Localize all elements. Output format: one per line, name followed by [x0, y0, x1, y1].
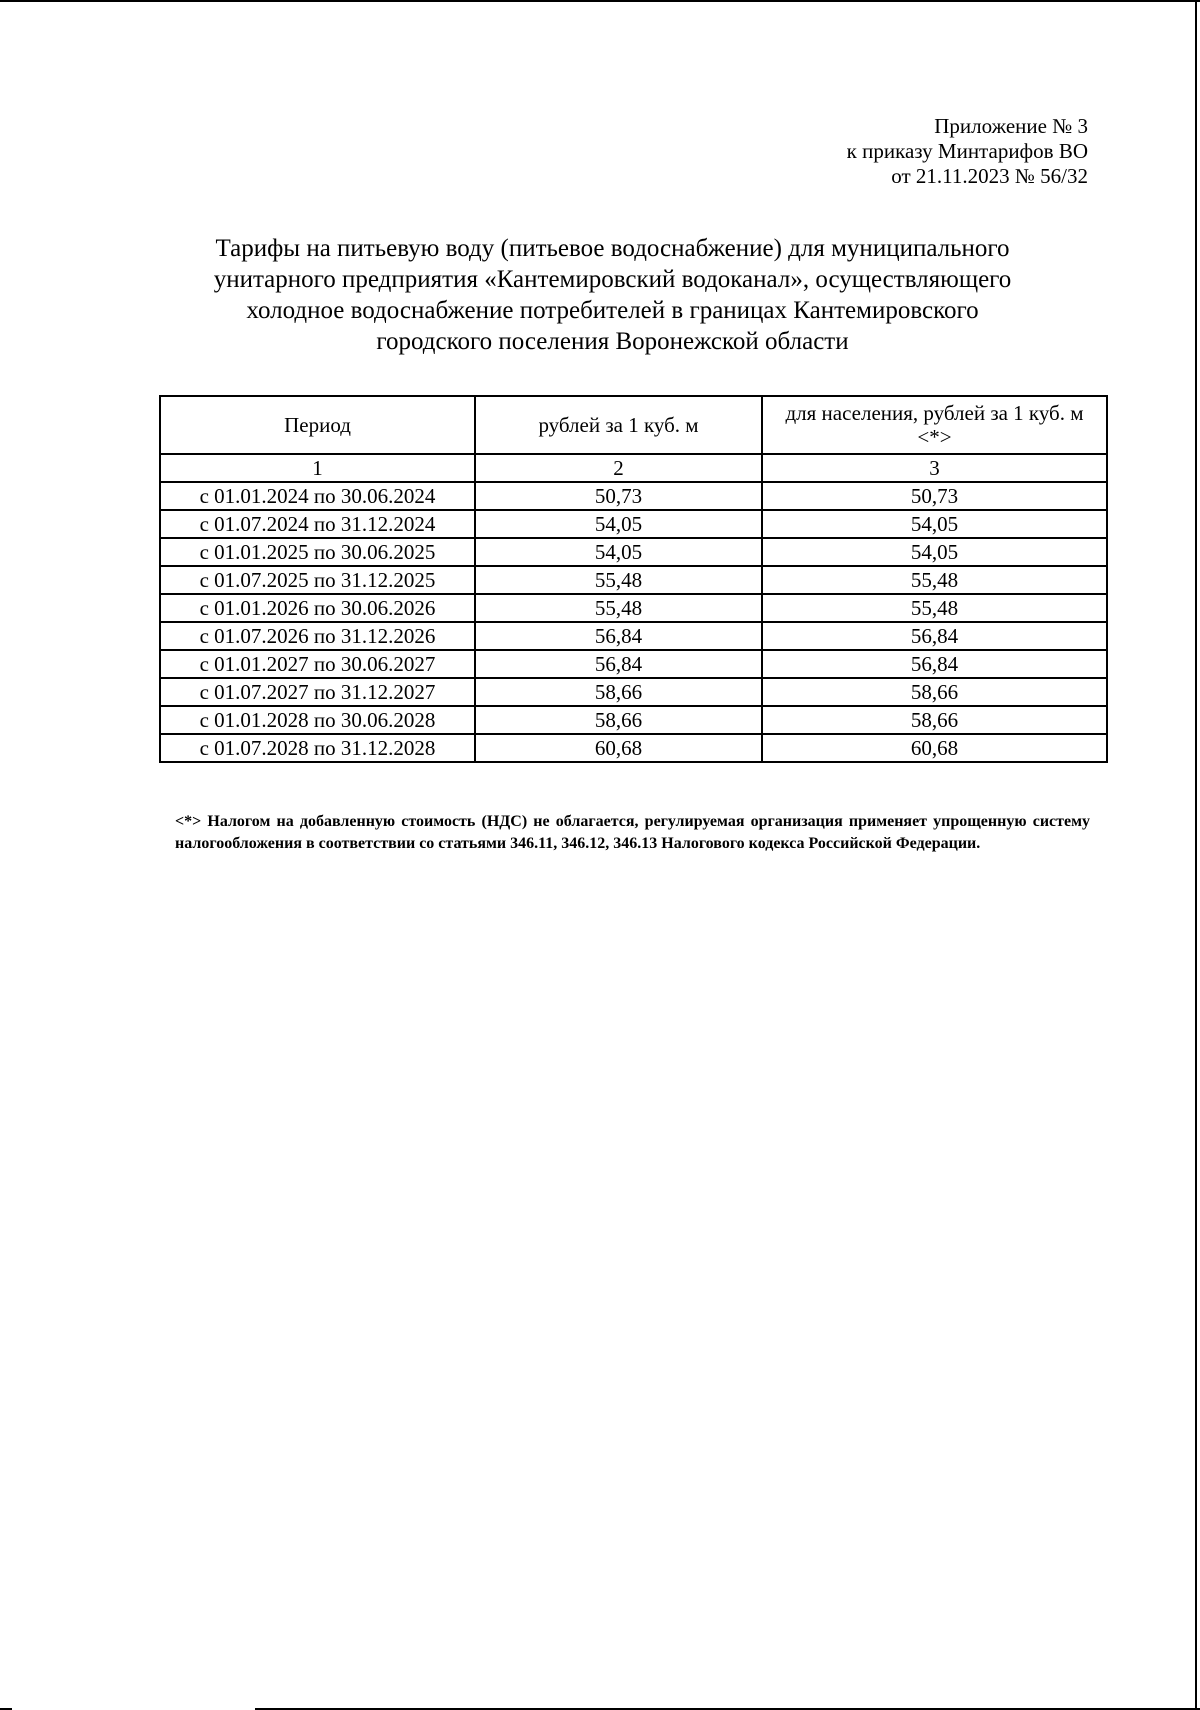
rate-cell: 50,73	[475, 482, 762, 510]
header-population-rate: для населения, рублей за 1 куб. м <*>	[762, 396, 1107, 454]
period-cell: с 01.01.2027 по 30.06.2027	[160, 650, 475, 678]
appendix-order-ref: к приказу Минтарифов ВО	[846, 139, 1088, 163]
period-cell: с 01.07.2028 по 31.12.2028	[160, 734, 475, 762]
footnote	[120, 811, 1090, 855]
header-rate: рублей за 1 куб. м	[475, 396, 762, 454]
table-row	[160, 510, 1107, 538]
rate-cell: 55,48	[475, 566, 762, 594]
table-row	[160, 594, 1107, 622]
table-row	[160, 538, 1107, 566]
period-cell: с 01.07.2024 по 31.12.2024	[160, 510, 475, 538]
period-cell: с 01.07.2025 по 31.12.2025	[160, 566, 475, 594]
table-row	[160, 566, 1107, 594]
population-rate-cell: 58,66	[762, 678, 1107, 706]
scan-border-top	[0, 0, 1200, 2]
title-line-3: холодное водоснабжение потребителей в границах Кантемировского	[246, 297, 979, 324]
table-row	[160, 706, 1107, 734]
population-rate-cell: 54,05	[762, 510, 1107, 538]
rate-cell: 58,66	[475, 706, 762, 734]
table-row	[160, 678, 1107, 706]
rate-cell: 60,68	[475, 734, 762, 762]
table-row	[160, 482, 1107, 510]
appendix-header	[847, 114, 1088, 189]
document-title	[140, 233, 1085, 357]
column-number-3: 3	[762, 454, 1107, 482]
header-period: Период	[160, 396, 475, 454]
title-line-2: унитарного предприятия «Кантемировский водоканал», осуществляющего	[213, 266, 1012, 293]
population-rate-cell: 55,48	[762, 566, 1107, 594]
period-cell: с 01.01.2024 по 30.06.2024	[160, 482, 475, 510]
population-rate-cell: 50,73	[762, 482, 1107, 510]
period-cell: с 01.01.2026 по 30.06.2026	[160, 594, 475, 622]
table-row	[160, 734, 1107, 762]
table-row	[160, 650, 1107, 678]
rate-cell: 56,84	[475, 650, 762, 678]
table-header-row	[160, 396, 1107, 454]
tariff-table	[159, 395, 1108, 763]
rate-cell: 54,05	[475, 538, 762, 566]
title-line-4: городского поселения Воронежской области	[376, 328, 849, 355]
rate-cell: 58,66	[475, 678, 762, 706]
period-cell: с 01.07.2026 по 31.12.2026	[160, 622, 475, 650]
appendix-number: Приложение № 3	[934, 114, 1088, 138]
population-rate-cell: 60,68	[762, 734, 1107, 762]
population-rate-cell: 56,84	[762, 622, 1107, 650]
table-row	[160, 622, 1107, 650]
population-rate-cell: 54,05	[762, 538, 1107, 566]
column-number-1: 1	[160, 454, 475, 482]
column-number-2: 2	[475, 454, 762, 482]
footnote-text: <*> Налогом на добавленную стоимость (НДС) не облагается, регулируемая организация применяет упрощенную систему налогообложения в соответствии со статьями 346.11, 346.12, 346.13 Налогового кодекса Российской Федерации.	[175, 813, 1090, 852]
population-rate-cell: 58,66	[762, 706, 1107, 734]
population-rate-cell: 55,48	[762, 594, 1107, 622]
rate-cell: 54,05	[475, 510, 762, 538]
table-column-numbers-row	[160, 454, 1107, 482]
appendix-order-date: от 21.11.2023 № 56/32	[891, 164, 1088, 188]
period-cell: с 01.07.2027 по 31.12.2027	[160, 678, 475, 706]
scan-border-right	[1195, 0, 1197, 1710]
rate-cell: 55,48	[475, 594, 762, 622]
period-cell: с 01.01.2025 по 30.06.2025	[160, 538, 475, 566]
population-rate-cell: 56,84	[762, 650, 1107, 678]
title-line-1: Тарифы на питьевую воду (питьевое водоснабжение) для муниципального	[215, 235, 1010, 262]
period-cell: с 01.01.2028 по 30.06.2028	[160, 706, 475, 734]
rate-cell: 56,84	[475, 622, 762, 650]
